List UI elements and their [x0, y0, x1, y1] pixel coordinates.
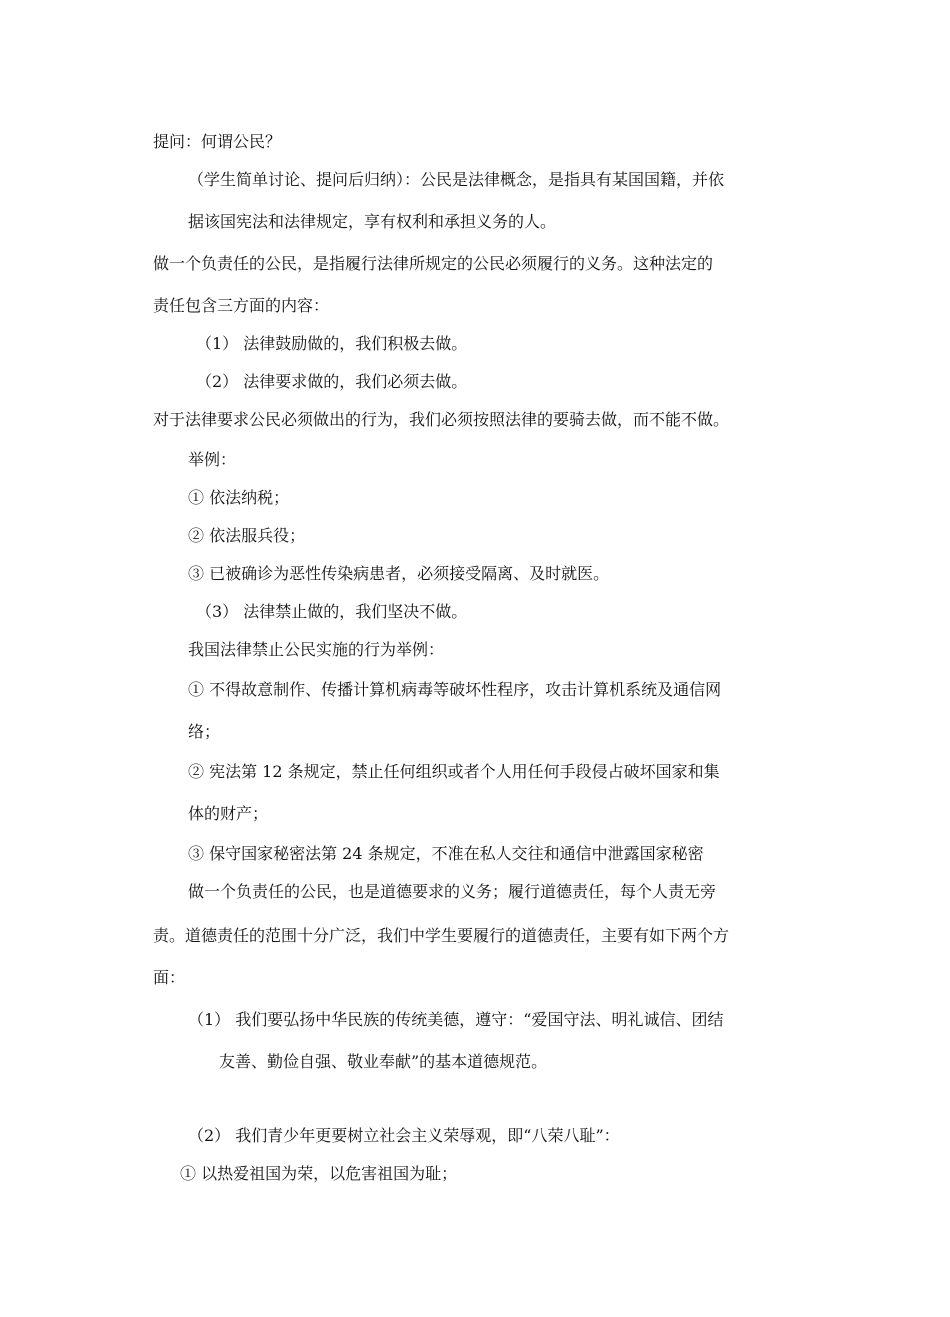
text-line: 友善、勤俭自强、敬业奉献”的基本道德规范。 [219, 1052, 548, 1071]
text-line: 对于法律要求公民必须做出的行为，我们必须按照法律的要骑去做，而不能不做。 [153, 410, 730, 429]
text-line: 做一个负责任的公民，也是道德要求的义务；履行道德责任，每个人责无旁 [188, 882, 717, 901]
text-line: 提问：何谓公民？ [153, 132, 282, 151]
text-line: ② 依法服兵役； [188, 526, 306, 545]
text-line: （学生简单讨论、提问后归纳）：公民是法律概念，是指具有某国国籍，并依 [188, 170, 725, 189]
text-line: ① 不得故意制作、传播计算机病毒等破坏性程序，攻击计算机系统及通信网 [188, 680, 722, 699]
text-line: 做一个负责任的公民，是指履行法律所规定的公民必须履行的义务。这种法定的 [153, 254, 714, 273]
text-line: ③ 已被确诊为恶性传染病患者，必须接受隔离、及时就医。 [188, 564, 610, 583]
text-line: 据该国宪法和法律规定，享有权利和承担义务的人。 [188, 212, 557, 231]
text-line: ③ 保守国家秘密法第 24 条规定，不准在私人交往和通信中泄露国家秘密 [188, 844, 704, 863]
text-line: ② 宪法第 12 条规定，禁止任何组织或者个人用任何手段侵占破坏国家和集 [188, 762, 720, 781]
text-line: ① 依法纳税； [188, 488, 290, 507]
text-line: （1） 我们要弘扬中华民族的传统美德，遵守：“爱国守法、明礼诚信、团结 [188, 1010, 724, 1029]
text-line: 举例： [188, 450, 237, 469]
text-line: 责。道德责任的范围十分广泛，我们中学生要履行的道德责任，主要有如下两个方 [153, 926, 730, 945]
text-line: （3） 法律禁止做的，我们坚决不做。 [196, 602, 468, 621]
text-line: （1） 法律鼓励做的，我们积极去做。 [196, 334, 468, 353]
text-line: 我国法律禁止公民实施的行为举例： [188, 640, 445, 659]
text-line: 络； [188, 722, 221, 741]
text-line: 体的财产； [188, 804, 269, 823]
text-line: 责任包含三方面的内容： [153, 296, 330, 315]
text-line: （2） 法律要求做的，我们必须去做。 [196, 372, 468, 391]
text-line: （2） 我们青少年更要树立社会主义荣辱观，即“八荣八耻”： [188, 1126, 620, 1145]
text-line: ① 以热爱祖国为荣，以危害祖国为耻； [180, 1164, 458, 1183]
text-line: 面： [153, 968, 186, 987]
